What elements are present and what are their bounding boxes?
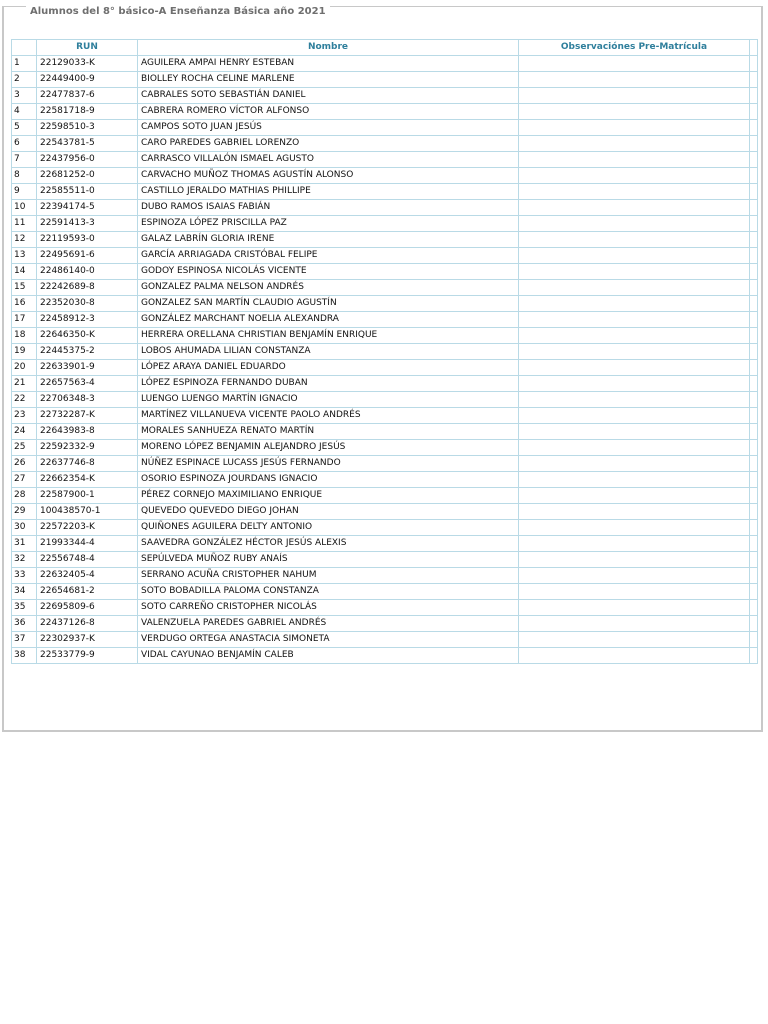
student-run: 22486140-0 xyxy=(37,264,138,280)
row-spacer xyxy=(750,104,758,120)
table-row xyxy=(12,264,758,280)
student-run: 22458912-3 xyxy=(37,312,138,328)
table-row xyxy=(12,72,758,88)
student-name: GODOY ESPINOSA NICOLÁS VICENTE xyxy=(138,264,519,280)
student-observaciones xyxy=(519,552,750,568)
table-row xyxy=(12,440,758,456)
row-spacer xyxy=(750,648,758,664)
row-number: 38 xyxy=(12,648,37,664)
row-number: 36 xyxy=(12,616,37,632)
row-spacer xyxy=(750,552,758,568)
row-number: 22 xyxy=(12,392,37,408)
row-number: 1 xyxy=(12,56,37,72)
table-row xyxy=(12,568,758,584)
row-number: 28 xyxy=(12,488,37,504)
student-observaciones xyxy=(519,344,750,360)
table-row xyxy=(12,152,758,168)
student-run: 22643983-8 xyxy=(37,424,138,440)
table-row xyxy=(12,168,758,184)
student-name: OSORIO ESPINOZA JOURDANS IGNACIO xyxy=(138,472,519,488)
student-observaciones xyxy=(519,296,750,312)
row-spacer xyxy=(750,232,758,248)
student-name: CABRERA ROMERO VÍCTOR ALFONSO xyxy=(138,104,519,120)
row-number: 17 xyxy=(12,312,37,328)
student-observaciones xyxy=(519,360,750,376)
student-observaciones xyxy=(519,456,750,472)
student-name: SOTO BOBADILLA PALOMA CONSTANZA xyxy=(138,584,519,600)
table-row xyxy=(12,360,758,376)
row-spacer xyxy=(750,184,758,200)
table-row xyxy=(12,456,758,472)
student-observaciones xyxy=(519,616,750,632)
row-number: 35 xyxy=(12,600,37,616)
student-name: GALAZ LABRÍN GLORIA IRENE xyxy=(138,232,519,248)
student-observaciones xyxy=(519,424,750,440)
table-row xyxy=(12,520,758,536)
row-number: 10 xyxy=(12,200,37,216)
student-name: VIDAL CAYUNAO BENJAMÍN CALEB xyxy=(138,648,519,664)
row-number: 8 xyxy=(12,168,37,184)
student-observaciones xyxy=(519,472,750,488)
table-row xyxy=(12,392,758,408)
student-observaciones xyxy=(519,600,750,616)
table-row xyxy=(12,616,758,632)
row-number: 7 xyxy=(12,152,37,168)
student-run: 22657563-4 xyxy=(37,376,138,392)
row-spacer xyxy=(750,344,758,360)
row-number: 26 xyxy=(12,456,37,472)
row-number: 11 xyxy=(12,216,37,232)
row-number: 32 xyxy=(12,552,37,568)
row-spacer xyxy=(750,536,758,552)
student-run: 22437956-0 xyxy=(37,152,138,168)
student-run: 22654681-2 xyxy=(37,584,138,600)
student-name: DUBO RAMOS ISAIAS FABIÁN xyxy=(138,200,519,216)
student-name: VALENZUELA PAREDES GABRIEL ANDRÉS xyxy=(138,616,519,632)
student-name: LUENGO LUENGO MARTÍN IGNACIO xyxy=(138,392,519,408)
student-name: GONZALEZ SAN MARTÍN CLAUDIO AGUSTÍN xyxy=(138,296,519,312)
student-name: AGUILERA AMPAI HENRY ESTEBAN xyxy=(138,56,519,72)
page-title: Alumnos del 8° básico-A Enseñanza Básica año 2021 xyxy=(26,6,330,18)
student-observaciones xyxy=(519,504,750,520)
student-name: MORENO LÓPEZ BENJAMIN ALEJANDRO JESÚS xyxy=(138,440,519,456)
row-number: 24 xyxy=(12,424,37,440)
row-spacer xyxy=(750,88,758,104)
student-run: 22646350-K xyxy=(37,328,138,344)
column-header-observaciones: Observaciónes Pre-Matrícula xyxy=(519,40,750,56)
student-observaciones xyxy=(519,184,750,200)
student-run: 22449400-9 xyxy=(37,72,138,88)
row-spacer xyxy=(750,520,758,536)
row-number: 15 xyxy=(12,280,37,296)
student-run: 22572203-K xyxy=(37,520,138,536)
row-spacer xyxy=(750,264,758,280)
student-run: 22598510-3 xyxy=(37,120,138,136)
column-header-nombre: Nombre xyxy=(138,40,519,56)
row-spacer xyxy=(750,456,758,472)
student-name: MARTÍNEZ VILLANUEVA VICENTE PAOLO ANDRÉS xyxy=(138,408,519,424)
table-row xyxy=(12,504,758,520)
student-name: CARVACHO MUÑOZ THOMAS AGUSTÍN ALONSO xyxy=(138,168,519,184)
row-number: 5 xyxy=(12,120,37,136)
student-run: 22581718-9 xyxy=(37,104,138,120)
student-name: MORALES SANHUEZA RENATO MARTÍN xyxy=(138,424,519,440)
student-observaciones xyxy=(519,488,750,504)
student-name: BIOLLEY ROCHA CELINE MARLENE xyxy=(138,72,519,88)
student-observaciones xyxy=(519,72,750,88)
student-observaciones xyxy=(519,88,750,104)
student-observaciones xyxy=(519,536,750,552)
table-row xyxy=(12,232,758,248)
student-run: 22732287-K xyxy=(37,408,138,424)
student-observaciones xyxy=(519,568,750,584)
row-number: 12 xyxy=(12,232,37,248)
row-spacer xyxy=(750,360,758,376)
row-spacer xyxy=(750,248,758,264)
row-spacer xyxy=(750,472,758,488)
student-run: 22587900-1 xyxy=(37,488,138,504)
row-spacer xyxy=(750,168,758,184)
student-name: GARCÍA ARRIAGADA CRISTÓBAL FELIPE xyxy=(138,248,519,264)
row-spacer xyxy=(750,216,758,232)
student-run: 100438570-1 xyxy=(37,504,138,520)
student-run: 22477837-6 xyxy=(37,88,138,104)
table-row xyxy=(12,648,758,664)
student-name: GONZALEZ PALMA NELSON ANDRÉS xyxy=(138,280,519,296)
row-number: 31 xyxy=(12,536,37,552)
student-name: CARO PAREDES GABRIEL LORENZO xyxy=(138,136,519,152)
row-spacer xyxy=(750,328,758,344)
student-run: 22445375-2 xyxy=(37,344,138,360)
student-observaciones xyxy=(519,312,750,328)
student-observaciones xyxy=(519,440,750,456)
student-run: 22681252-0 xyxy=(37,168,138,184)
student-run: 22695809-6 xyxy=(37,600,138,616)
student-observaciones xyxy=(519,584,750,600)
students-table-body xyxy=(12,56,758,664)
student-run: 22637746-8 xyxy=(37,456,138,472)
table-row xyxy=(12,312,758,328)
student-observaciones xyxy=(519,216,750,232)
table-row xyxy=(12,344,758,360)
row-spacer xyxy=(750,72,758,88)
table-row xyxy=(12,248,758,264)
table-row xyxy=(12,104,758,120)
table-row xyxy=(12,584,758,600)
column-header-number xyxy=(12,40,37,56)
table-row xyxy=(12,200,758,216)
student-run: 22556748-4 xyxy=(37,552,138,568)
student-run: 22662354-K xyxy=(37,472,138,488)
student-observaciones xyxy=(519,408,750,424)
student-name: HERRERA ORELLANA CHRISTIAN BENJAMÍN ENRIQUE xyxy=(138,328,519,344)
table-row xyxy=(12,488,758,504)
student-observaciones xyxy=(519,104,750,120)
student-observaciones xyxy=(519,280,750,296)
table-row xyxy=(12,424,758,440)
row-spacer xyxy=(750,424,758,440)
table-row xyxy=(12,552,758,568)
row-number: 34 xyxy=(12,584,37,600)
row-spacer xyxy=(750,568,758,584)
student-observaciones xyxy=(519,56,750,72)
column-header-spacer xyxy=(750,40,758,56)
row-spacer xyxy=(750,296,758,312)
student-name: LÓPEZ ARAYA DANIEL EDUARDO xyxy=(138,360,519,376)
student-observaciones xyxy=(519,152,750,168)
table-row xyxy=(12,88,758,104)
row-number: 33 xyxy=(12,568,37,584)
row-spacer xyxy=(750,504,758,520)
student-name: SERRANO ACUÑA CRISTOPHER NAHUM xyxy=(138,568,519,584)
student-name: LOBOS AHUMADA LILIAN CONSTANZA xyxy=(138,344,519,360)
row-number: 21 xyxy=(12,376,37,392)
row-number: 20 xyxy=(12,360,37,376)
student-name: CAMPOS SOTO JUAN JESÚS xyxy=(138,120,519,136)
row-number: 37 xyxy=(12,632,37,648)
row-spacer xyxy=(750,632,758,648)
student-name: SOTO CARREÑO CRISTOPHER NICOLÁS xyxy=(138,600,519,616)
student-observaciones xyxy=(519,648,750,664)
table-row xyxy=(12,120,758,136)
student-run: 21993344-4 xyxy=(37,536,138,552)
row-number: 13 xyxy=(12,248,37,264)
student-observaciones xyxy=(519,200,750,216)
student-name: SAAVEDRA GONZÁLEZ HÉCTOR JESÚS ALEXIS xyxy=(138,536,519,552)
student-run: 22591413-3 xyxy=(37,216,138,232)
table-row xyxy=(12,408,758,424)
student-run: 22543781-5 xyxy=(37,136,138,152)
row-number: 23 xyxy=(12,408,37,424)
row-number: 3 xyxy=(12,88,37,104)
student-observaciones xyxy=(519,392,750,408)
row-number: 27 xyxy=(12,472,37,488)
student-observaciones xyxy=(519,328,750,344)
row-number: 18 xyxy=(12,328,37,344)
table-row xyxy=(12,472,758,488)
student-run: 22437126-8 xyxy=(37,616,138,632)
student-name: NÚÑEZ ESPINACE LUCASS JESÚS FERNANDO xyxy=(138,456,519,472)
student-observaciones xyxy=(519,520,750,536)
student-observaciones xyxy=(519,632,750,648)
student-observaciones xyxy=(519,136,750,152)
row-spacer xyxy=(750,408,758,424)
students-table xyxy=(11,39,758,664)
row-spacer xyxy=(750,376,758,392)
row-number: 2 xyxy=(12,72,37,88)
student-observaciones xyxy=(519,168,750,184)
row-spacer xyxy=(750,200,758,216)
student-name: LÓPEZ ESPINOZA FERNANDO DUBAN xyxy=(138,376,519,392)
table-row xyxy=(12,296,758,312)
row-spacer xyxy=(750,584,758,600)
student-run: 22302937-K xyxy=(37,632,138,648)
student-name: QUIÑONES AGUILERA DELTY ANTONIO xyxy=(138,520,519,536)
row-number: 30 xyxy=(12,520,37,536)
table-row xyxy=(12,376,758,392)
table-row xyxy=(12,536,758,552)
row-number: 6 xyxy=(12,136,37,152)
student-name: SEPÚLVEDA MUÑOZ RUBY ANAÍS xyxy=(138,552,519,568)
row-spacer xyxy=(750,56,758,72)
student-run: 22119593-0 xyxy=(37,232,138,248)
student-run: 22533779-9 xyxy=(37,648,138,664)
table-row xyxy=(12,136,758,152)
row-number: 29 xyxy=(12,504,37,520)
student-name: CASTILLO JERALDO MATHIAS PHILLIPE xyxy=(138,184,519,200)
student-observaciones xyxy=(519,376,750,392)
student-name: ESPINOZA LÓPEZ PRISCILLA PAZ xyxy=(138,216,519,232)
row-spacer xyxy=(750,152,758,168)
row-spacer xyxy=(750,440,758,456)
table-row xyxy=(12,216,758,232)
row-spacer xyxy=(750,392,758,408)
row-number: 25 xyxy=(12,440,37,456)
student-name: CABRALES SOTO SEBASTIÁN DANIEL xyxy=(138,88,519,104)
table-row xyxy=(12,280,758,296)
row-spacer xyxy=(750,120,758,136)
student-observaciones xyxy=(519,264,750,280)
row-spacer xyxy=(750,312,758,328)
student-run: 22352030-8 xyxy=(37,296,138,312)
row-spacer xyxy=(750,136,758,152)
row-spacer xyxy=(750,488,758,504)
row-number: 19 xyxy=(12,344,37,360)
student-name: GONZÁLEZ MARCHANT NOELIA ALEXANDRA xyxy=(138,312,519,328)
student-name: PÉREZ CORNEJO MAXIMILIANO ENRIQUE xyxy=(138,488,519,504)
row-number: 16 xyxy=(12,296,37,312)
row-spacer xyxy=(750,616,758,632)
student-run: 22242689-8 xyxy=(37,280,138,296)
student-run: 22495691-6 xyxy=(37,248,138,264)
student-run: 22585511-0 xyxy=(37,184,138,200)
row-number: 14 xyxy=(12,264,37,280)
student-run: 22632405-4 xyxy=(37,568,138,584)
student-run: 22394174-5 xyxy=(37,200,138,216)
student-name: QUEVEDO QUEVEDO DIEGO JOHAN xyxy=(138,504,519,520)
table-header-row xyxy=(12,40,758,56)
table-row xyxy=(12,600,758,616)
row-number: 4 xyxy=(12,104,37,120)
row-number: 9 xyxy=(12,184,37,200)
row-spacer xyxy=(750,600,758,616)
student-run: 22633901-9 xyxy=(37,360,138,376)
student-name: VERDUGO ORTEGA ANASTACIA SIMONETA xyxy=(138,632,519,648)
table-row xyxy=(12,632,758,648)
student-observaciones xyxy=(519,120,750,136)
student-name: CARRASCO VILLALÓN ISMAEL AGUSTO xyxy=(138,152,519,168)
row-spacer xyxy=(750,280,758,296)
student-observaciones xyxy=(519,248,750,264)
student-run: 22592332-9 xyxy=(37,440,138,456)
table-row xyxy=(12,184,758,200)
student-observaciones xyxy=(519,232,750,248)
table-row xyxy=(12,328,758,344)
column-header-run: RUN xyxy=(37,40,138,56)
student-run: 22706348-3 xyxy=(37,392,138,408)
student-run: 22129033-K xyxy=(37,56,138,72)
table-row xyxy=(12,56,758,72)
